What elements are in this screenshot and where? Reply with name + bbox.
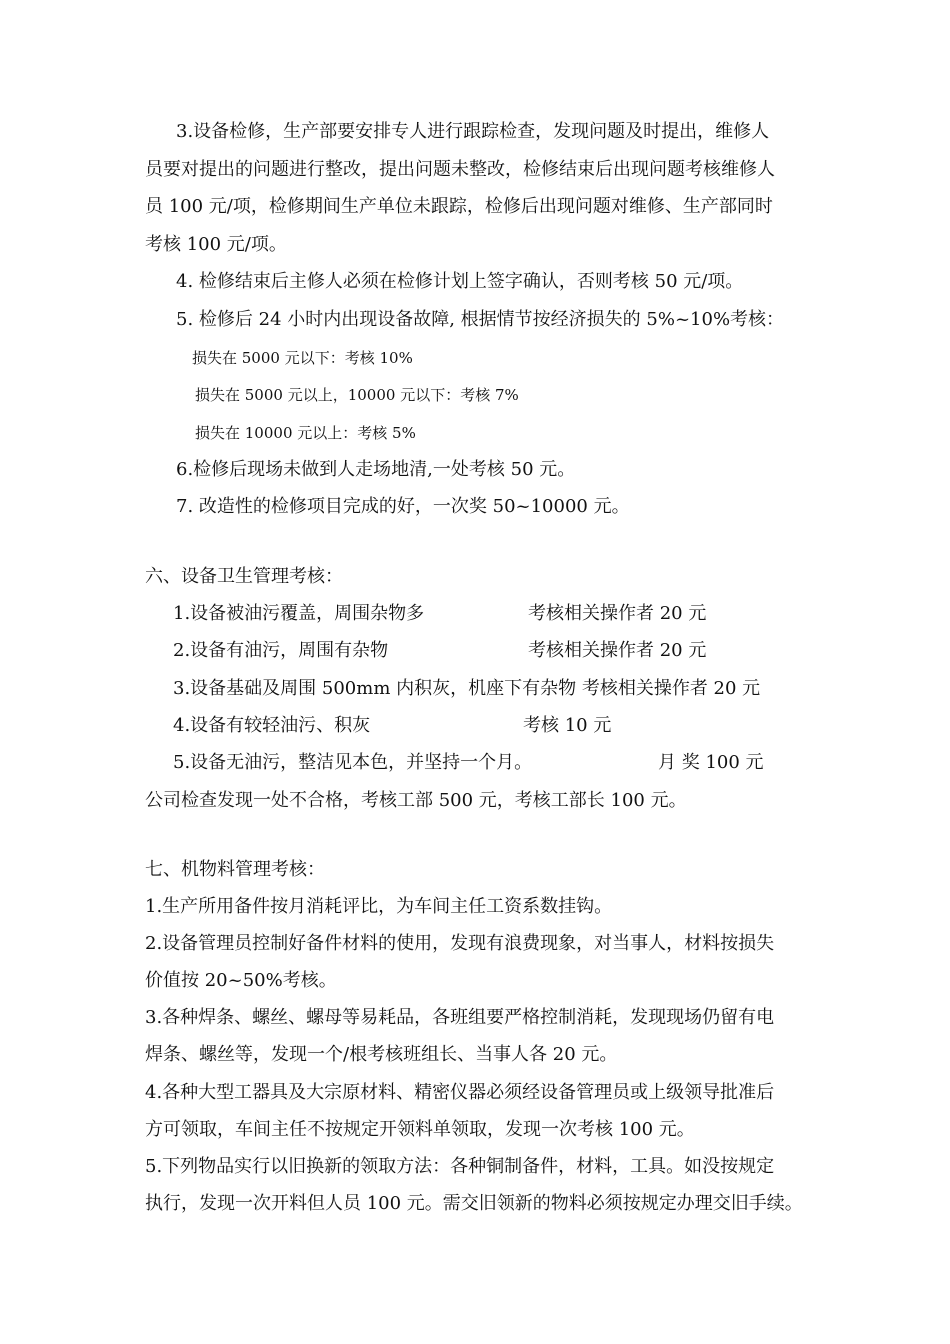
section-6-item-4-penalty: 考核 10 元 <box>523 715 612 736</box>
section-7-line-9: 执行，发现一次开料但人员 100 元。需交旧领新的物料必须按规定办理交旧手续。 <box>145 1193 803 1214</box>
section-7-line-6: 4.各种大型工器具及大宗原材料、精密仪器必须经设备管理员或上级领导批准后 <box>145 1082 775 1103</box>
section-6-item-1-penalty: 考核相关操作者 20 元 <box>528 603 707 624</box>
section-7-line-3: 价值按 20~50%考核。 <box>145 970 337 991</box>
loss-tier-1: 损失在 5000 元以下：考核 10% <box>192 349 413 367</box>
loss-tier-3: 损失在 10000 元以上：考核 5% <box>195 424 416 442</box>
section-6-item-5: 5.设备无油污，整洁见本色，并坚持一个月。 <box>173 752 533 773</box>
section-7-line-5: 焊条、螺丝等，发现一个/根考核班组长、当事人各 20 元。 <box>145 1044 618 1065</box>
section-7-line-7: 方可领取，车间主任不按规定开领料单领取，发现一次考核 100 元。 <box>145 1119 695 1140</box>
section-6-note: 公司检查发现一处不合格，考核工部 500 元，考核工部长 100 元。 <box>145 790 687 811</box>
item-3-line-1: 3.设备检修，生产部要安排专人进行跟踪检查，发现问题及时提出，维修人 <box>176 121 770 142</box>
item-7: 7. 改造性的检修项目完成的好，一次奖 50~10000 元。 <box>176 496 630 517</box>
item-6: 6.检修后现场未做到人走场地清,一处考核 50 元。 <box>176 459 576 480</box>
item-3-line-4: 考核 100 元/项。 <box>145 234 287 255</box>
section-6-item-4: 4.设备有较轻油污、积灰 <box>173 715 371 736</box>
section-6-heading: 六、设备卫生管理考核： <box>145 566 343 587</box>
item-5: 5. 检修后 24 小时内出现设备故障, 根据情节按经济损失的 5%~10%考核： <box>176 309 785 330</box>
item-4: 4. 检修结束后主修人必须在检修计划上签字确认，否则考核 50 元/项。 <box>176 271 744 292</box>
section-6-item-1: 1.设备被油污覆盖，周围杂物多 <box>173 603 425 624</box>
section-7-line-8: 5.下列物品实行以旧换新的领取方法：各种铜制备件，材料，工具。如没按规定 <box>145 1156 775 1177</box>
item-3-line-3: 员 100 元/项，检修期间生产单位未跟踪，检修后出现问题对维修、生产部同时 <box>145 196 773 217</box>
section-7-line-1: 1.生产所用备件按月消耗评比，为车间主任工资系数挂钩。 <box>145 896 613 917</box>
section-7-heading: 七、机物料管理考核： <box>145 859 325 880</box>
section-6-item-3: 3.设备基础及周围 500mm 内积灰，机座下有杂物 考核相关操作者 20 元 <box>173 678 761 699</box>
item-3-line-2: 员要对提出的问题进行整改，提出问题未整改，检修结束后出现问题考核维修人 <box>145 159 775 180</box>
section-6-item-2: 2.设备有油污，周围有杂物 <box>173 640 389 661</box>
loss-tier-2: 损失在 5000 元以上，10000 元以下：考核 7% <box>195 386 519 404</box>
section-7-line-4: 3.各种焊条、螺丝、螺母等易耗品，各班组要严格控制消耗，发现现场仍留有电 <box>145 1007 775 1028</box>
section-7-line-2: 2.设备管理员控制好备件材料的使用，发现有浪费现象，对当事人，材料按损失 <box>145 933 775 954</box>
section-6-item-5-reward: 月 奖 100 元 <box>658 752 764 773</box>
section-6-item-2-penalty: 考核相关操作者 20 元 <box>528 640 707 661</box>
